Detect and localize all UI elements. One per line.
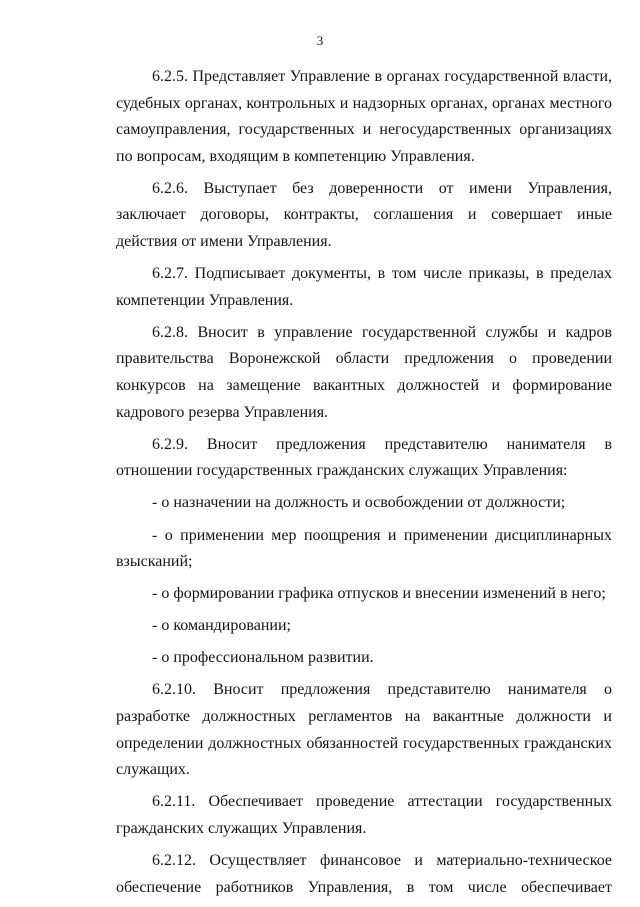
page-number: 3 (316, 33, 324, 48)
paragraph-6-2-7: 6.2.7. Подписывает документы, в том числе приказы, в пределах компетенции Управления. (116, 265, 612, 309)
list-item-vacation-schedule: - о формировании графика отпусков и внесении изменений в него; (152, 585, 606, 603)
paragraph-6-2-6: 6.2.6. Выступает без доверенности от имени Управления, заключает договоры, контракты, соглашения и совершает иные действия от имени Управления. (116, 179, 612, 251)
list-item-business-trips: - о командировании; (152, 617, 291, 635)
document-body (116, 64, 612, 907)
paragraph-6-2-10: 6.2.10. Вносит предложения представителю нанимателя о разработке должностных регламентов на вакантные должности и определении должностных обязанностей государственных гражданских служащих. (116, 681, 612, 779)
paragraph-6-2-9: 6.2.9. Вносит предложения представителю нанимателя в отношении государственных гражданских служащих Управления: (116, 435, 612, 480)
list-item-professional-development: - о профессиональном развитии. (152, 649, 374, 667)
list-item-appointment: - о назначении на должность и освобождении от должности; (152, 494, 566, 512)
paragraph-6-2-5: 6.2.5. Представляет Управление в органах государственной власти, судебных органах, контрольных и надзорных органах, органах местного самоуправления, государственных и негосударственных организациях по вопросам, входящим в компетенцию Управления. (116, 68, 612, 165)
paragraph-6-2-12: 6.2.12. Осуществляет финансовое и материально-техническое обеспечение работников Управления, в том числе обеспечивает (116, 852, 612, 896)
list-item-incentives: - о применении мер поощрения и применении дисциплинарных взысканий; (116, 526, 612, 571)
paragraph-6-2-8: 6.2.8. Вносит в управление государственной службы и кадров правительства Воронежской области предложения о проведении конкурсов на замещение вакантных должностей и формирование кадрового резерва Управления. (116, 323, 612, 421)
paragraph-6-2-11: 6.2.11. Обеспечивает проведение аттестации государственных гражданских служащих Управления. (116, 793, 612, 837)
